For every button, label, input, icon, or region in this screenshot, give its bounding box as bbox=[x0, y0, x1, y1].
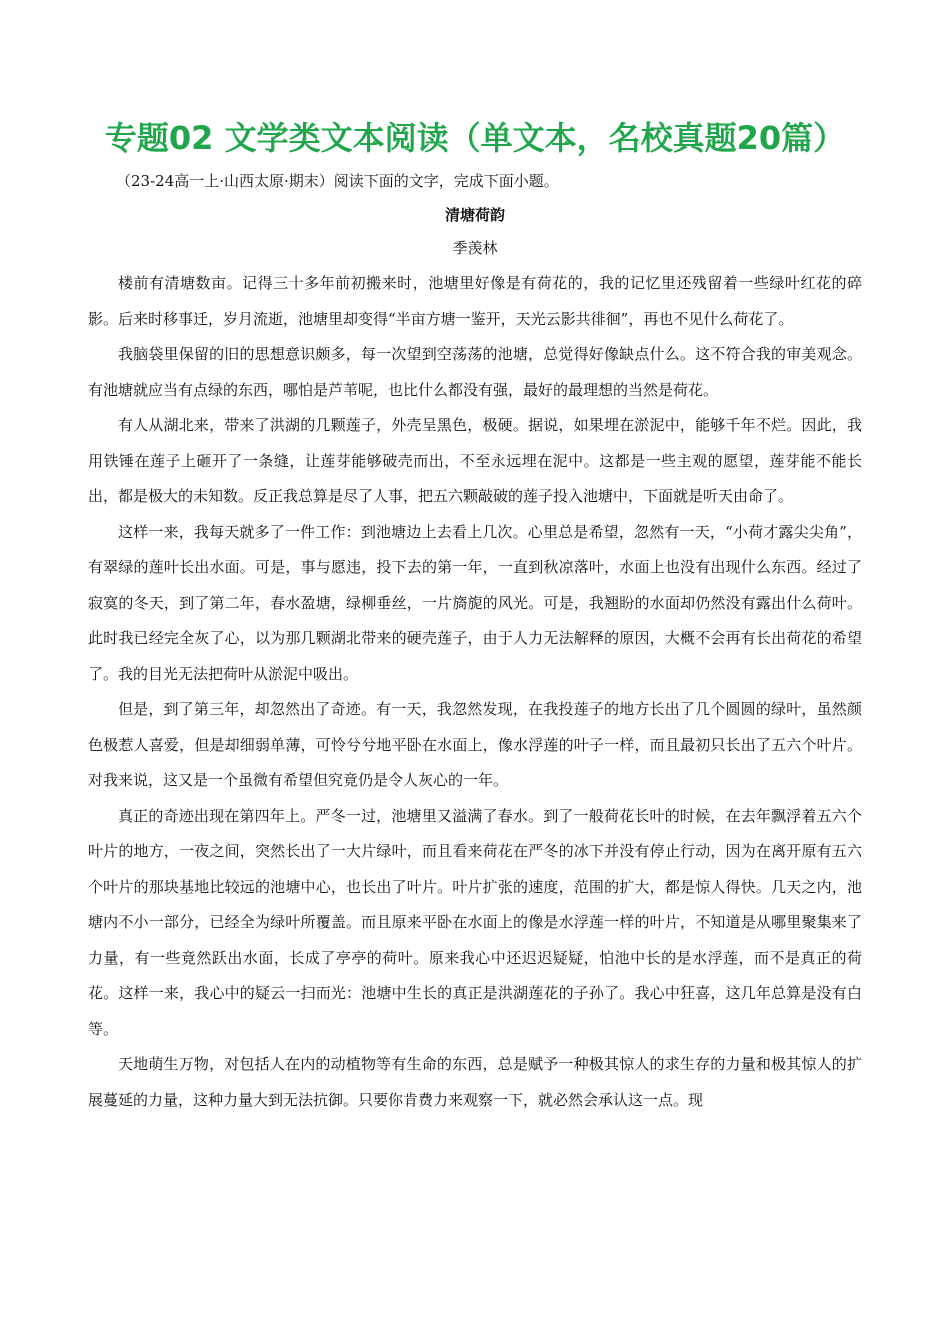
paragraph-3: 有人从湖北来，带来了洪湖的几颗莲子，外壳呈黑色，极硬。据说，如果埋在淤泥中，能够千年不烂。因此，我用铁锤在莲子上砸开了一条缝，让莲芽能够破壳而出，不至永远埋在泥中。这都是一些主观的愿望，莲芽能不能长出，都是极大的未知数。反正我总算是尽了人事，把五六颗敲破的莲子投入池塘中，下面就是听天由命了。 bbox=[88, 416, 862, 505]
paragraph-6: 真正的奇迹出现在第四年上。严冬一过，池塘里又溢满了春水。到了一般荷花长叶的时候，在去年飘浮着五六个叶片的地方，一夜之间，突然长出了一大片绿叶，而且看来荷花在严冬的冰下并没有停止行动，因为在离开原有五六个叶片的那块基地比较远的池塘中心，也长出了叶片。叶片扩张的速度，范围的扩大，都是惊人得快。几天之内，池塘内不小一部分，已经全为绿叶所覆盖。而且原来平卧在水面上的像是水浮莲一样的叶片，不知道是从哪里聚集来了力量，有一些竟然跃出水面，长成了亭亭的荷叶。原来我心中还迟迟疑疑，怕池中长的是水浮莲，而不是真正的荷花。这样一来，我心中的疑云一扫而光：池塘中生长的真正是洪湖莲花的子孙了。我心中狂喜，这几年总算是没有白等。 bbox=[88, 806, 862, 1038]
paragraph-7: 天地萌生万物，对包括人在内的动植物等有生命的东西，总是赋予一种极其惊人的求生存的力量和极其惊人的扩展蔓延的力量，这种力量大到无法抗御。只要你肯费力来观察一下，就必然会承认这一点。现 bbox=[88, 1055, 862, 1109]
paragraph-4: 这样一来，我每天就多了一件工作：到池塘边上去看上几次。心里总是希望，忽然有一天，“小荷才露尖尖角”，有翠绿的莲叶长出水面。可是，事与愿违，投下去的第一年，一直到秋凉落叶，水面上也没有出现什么东西。经过了寂寞的冬天，到了第二年，春水盈塘，绿柳垂丝，一片旖旎的风光。可是，我翘盼的水面却仍然没有露出什么荷叶。此时我已经完全灰了心，以为那几颗湖北带来的硬壳莲子，由于人力无法解释的原因，大概不会再有长出荷花的希望了。我的目光无法把荷叶从淤泥中吸出。 bbox=[88, 522, 862, 683]
article-body bbox=[88, 266, 862, 1118]
paragraph-2: 我脑袋里保留的旧的思想意识颇多，每一次望到空荡荡的池塘，总觉得好像缺点什么。这不符合我的审美观念。有池塘就应当有点绿的东西，哪怕是芦苇呢，也比什么都没有强，最好的最理想的当然是荷花。 bbox=[88, 345, 862, 399]
paragraph-1: 楼前有清塘数亩。记得三十多年前初搬来时，池塘里好像是有荷花的，我的记忆里还残留着一些绿叶红花的碎影。后来时移事迁，岁月流逝，池塘里却变得“半亩方塘一鉴开，天光云影共徘徊”，再也不见什么荷花了。 bbox=[88, 274, 862, 328]
paragraph-5: 但是，到了第三年，却忽然出了奇迹。有一天，我忽然发现，在我投莲子的地方长出了几个圆圆的绿叶，虽然颜色极惹人喜爱，但是却细弱单薄，可怜兮兮地平卧在水面上，像水浮莲的叶子一样，而且最初只长出了五六个叶片。对我来说，这又是一个虽微有希望但究竟仍是令人灰心的一年。 bbox=[88, 700, 862, 789]
article-title: 清塘荷韵 bbox=[444, 206, 505, 224]
article-author: 季羡林 bbox=[452, 239, 498, 257]
question-source: （23-24高一上·山西太原·期末）阅读下面的文字，完成下面小题。 bbox=[116, 172, 559, 190]
page-title: 专题02 文学类文本阅读（单文本，名校真题20篇） bbox=[104, 119, 846, 157]
